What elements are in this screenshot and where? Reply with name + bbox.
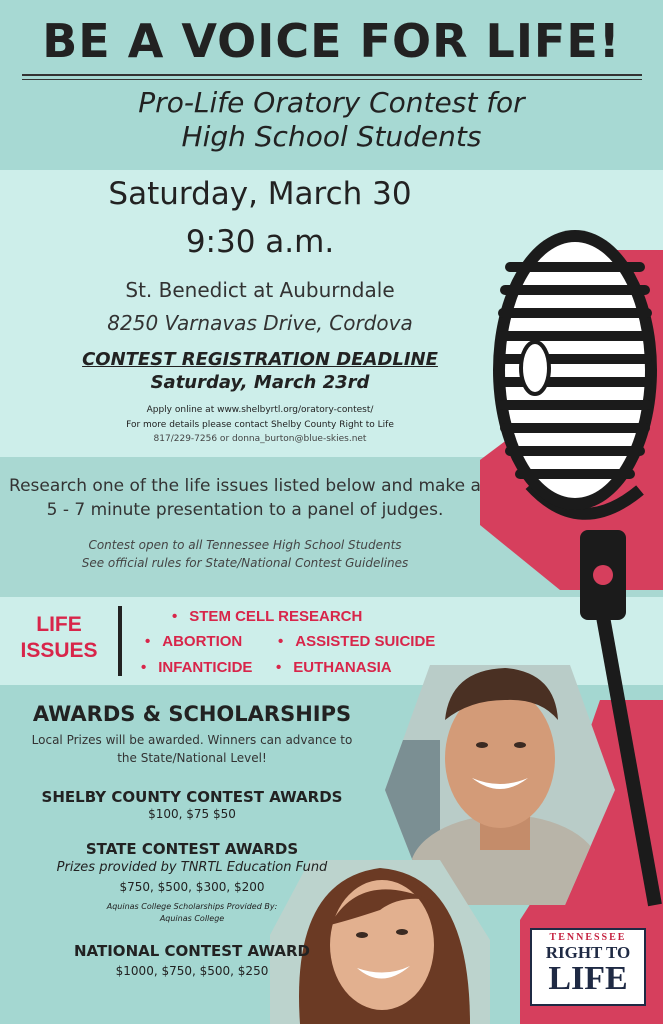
event-venue: St. Benedict at Auburndale [125, 278, 395, 302]
life-issues-label-line-1: LIFE [36, 613, 82, 636]
headline-rule [22, 74, 642, 76]
logo-line-3: LIFE [548, 960, 628, 997]
national-award-title: NATIONAL CONTEST AWARD [74, 942, 310, 960]
state-awards-amounts: $750, $500, $300, $200 [119, 880, 265, 894]
headline: BE A VOICE FOR LIFE! [42, 14, 621, 68]
deadline-date: Saturday, March 23rd [150, 372, 370, 393]
logo-line-1: TENNESSEE [549, 932, 627, 943]
issue-item: • STEM CELL RESEARCH [172, 608, 362, 625]
state-awards-note: Prizes provided by TNRTL Education Fund [56, 860, 328, 875]
county-awards-title: SHELBY COUNTY CONTEST AWARDS [41, 788, 343, 806]
event-date: Saturday, March 30 [108, 176, 412, 212]
issue-item: • ABORTION [145, 633, 242, 650]
research-line-2: 5 - 7 minute presentation to a panel of judges. [46, 500, 444, 520]
logo-line-2: RIGHT TO [545, 943, 631, 962]
subtitle-line-2: High School Students [181, 120, 482, 153]
issues-divider [118, 606, 122, 676]
aquinas-line-2: Aquinas College [159, 914, 225, 923]
issue-item: • ASSISTED SUICIDE [278, 633, 435, 650]
apply-line[interactable]: Apply online at www.shelbyrtl.org/oratory-contest/ [146, 405, 374, 415]
awards-intro-1: Local Prizes will be awarded. Winners can advance to [31, 733, 353, 747]
research-line-1: Research one of the life issues listed below and make a [9, 476, 481, 496]
rules-note-1: Contest open to all Tennessee High School Students [88, 538, 402, 552]
event-address: 8250 Varnavas Drive, Cordova [107, 311, 413, 335]
awards-intro-2: the State/National Level! [117, 751, 267, 765]
county-awards-amounts: $100, $75 $50 [148, 807, 236, 821]
headline-rule-thin [22, 79, 642, 80]
life-issues-label [18, 612, 100, 664]
issue-item: • INFANTICIDE [141, 659, 252, 676]
state-awards-title: STATE CONTEST AWARDS [85, 840, 299, 858]
contact-line[interactable]: 817/229-7256 or donna_burton@blue-skies.net [153, 434, 367, 444]
deadline-label: CONTEST REGISTRATION DEADLINE [82, 349, 438, 370]
tennessee-right-to-life-logo [530, 928, 646, 1006]
subtitle-line-1: Pro-Life Oratory Contest for [138, 86, 525, 119]
national-award-amounts: $1000, $750, $500, $250 [115, 964, 269, 978]
awards-title: AWARDS & SCHOLARSHIPS [32, 702, 352, 726]
rules-note-2: See official rules for State/National Contest Guidelines [81, 556, 409, 570]
aquinas-line-1: Aquinas College Scholarships Provided By: [106, 902, 278, 911]
life-issues-label-line-2: ISSUES [20, 639, 98, 662]
event-time: 9:30 a.m. [185, 224, 335, 260]
details-line: For more details please contact Shelby County Right to Life [126, 420, 394, 430]
issue-item: • EUTHANASIA [276, 659, 392, 676]
